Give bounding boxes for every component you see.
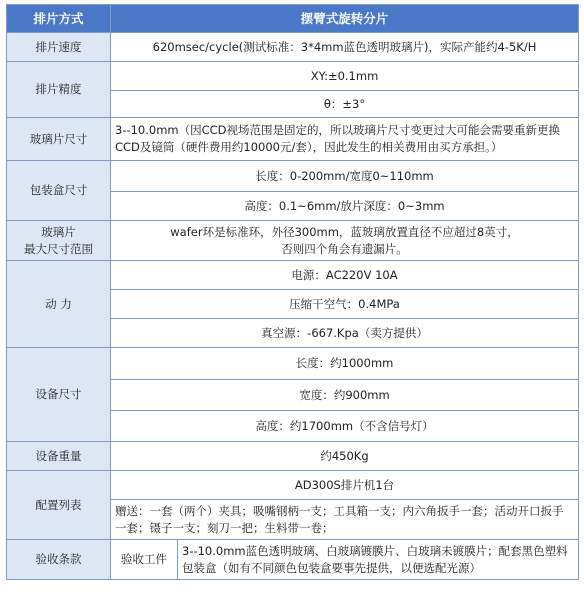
box-size-label: 包装盒尺寸 (7, 161, 111, 221)
max-range-label (7, 221, 111, 261)
row-precision-1 (7, 62, 579, 91)
dims-height: 高度：约1700mm（不含信号灯） (111, 411, 579, 442)
header-method-value: 摆臂式旋转分片 (111, 5, 579, 33)
row-config-1 (7, 471, 579, 500)
config-gifts: 赠送：一套（两个）夹具；吸嘴钢柄一支；工具箱一支；内六角扳手一套；活动开口扳手一套；镊子一支；刻刀一把；生料带一卷； (111, 500, 579, 540)
max-range-label-line2: 最大尺寸范围 (24, 241, 93, 256)
precision-theta: θ：±3° (111, 91, 579, 118)
box-size-length: 长度：0-200mm/宽度0~110mm (111, 161, 579, 192)
spec-table (6, 4, 579, 580)
precision-xy: XY:±0.1mm (111, 62, 579, 91)
acceptance-sublabel: 验收工件 (111, 540, 178, 580)
box-size-height: 高度：0.1~6mm/放片深度：0~3mm (111, 192, 579, 221)
row-dims-1 (7, 348, 579, 380)
glass-size-label: 玻璃片尺寸 (7, 118, 111, 161)
speed-value: 620msec/cycle(测试标准：3*4mm蓝色透明玻璃片)，实际产能约4-5K/H (111, 33, 579, 62)
max-range-value (111, 221, 579, 261)
dims-width: 宽度：约900mm (111, 380, 579, 411)
glass-size-value: 3--10.0mm（因CCD视场范围是固定的，所以玻璃片尺寸变更过大可能会需要重新更换CCD及镜筒（硬件费用约10000元/套），因此发生的相关费用由买方承担。） (111, 118, 579, 161)
power-electric: 电源：AC220V 10A (111, 261, 579, 290)
max-range-value-line2: 否则四个角会有遗漏片。 (281, 241, 408, 256)
power-air: 压缩干空气：0.4MPa (111, 290, 579, 319)
weight-label: 设备重量 (7, 442, 111, 471)
power-vacuum: 真空源：-667.Kpa（卖方提供） (111, 319, 579, 348)
dims-label: 设备尺寸 (7, 348, 111, 442)
max-range-label-line1: 玻璃片 (41, 224, 76, 239)
precision-label: 排片精度 (7, 62, 111, 118)
row-glass-size (7, 118, 579, 161)
max-range-value-line1: wafer环是标准环，外径300mm，蓝玻璃放置直径不应超过8英寸， (170, 224, 519, 239)
config-machine: AD300S排片机1台 (111, 471, 579, 500)
row-power-1 (7, 261, 579, 290)
weight-value: 约450Kg (111, 442, 579, 471)
config-label: 配置列表 (7, 471, 111, 540)
acceptance-value: 3--10.0mm蓝色透明玻璃、白玻璃镀膜片、白玻璃未镀膜片；配套黑色塑料包装盒（如有不同颜色包装盒要事先提供，以便选配光源） (178, 540, 579, 580)
row-acceptance (7, 540, 579, 580)
dims-length: 长度：约1000mm (111, 348, 579, 380)
row-weight (7, 442, 579, 471)
row-max-range (7, 221, 579, 261)
header-row (7, 5, 579, 33)
speed-label: 排片速度 (7, 33, 111, 62)
acceptance-label: 验收条款 (7, 540, 111, 580)
row-box-size-1 (7, 161, 579, 192)
row-speed (7, 33, 579, 62)
power-label: 动 力 (7, 261, 111, 348)
header-method-label: 排片方式 (7, 5, 111, 33)
